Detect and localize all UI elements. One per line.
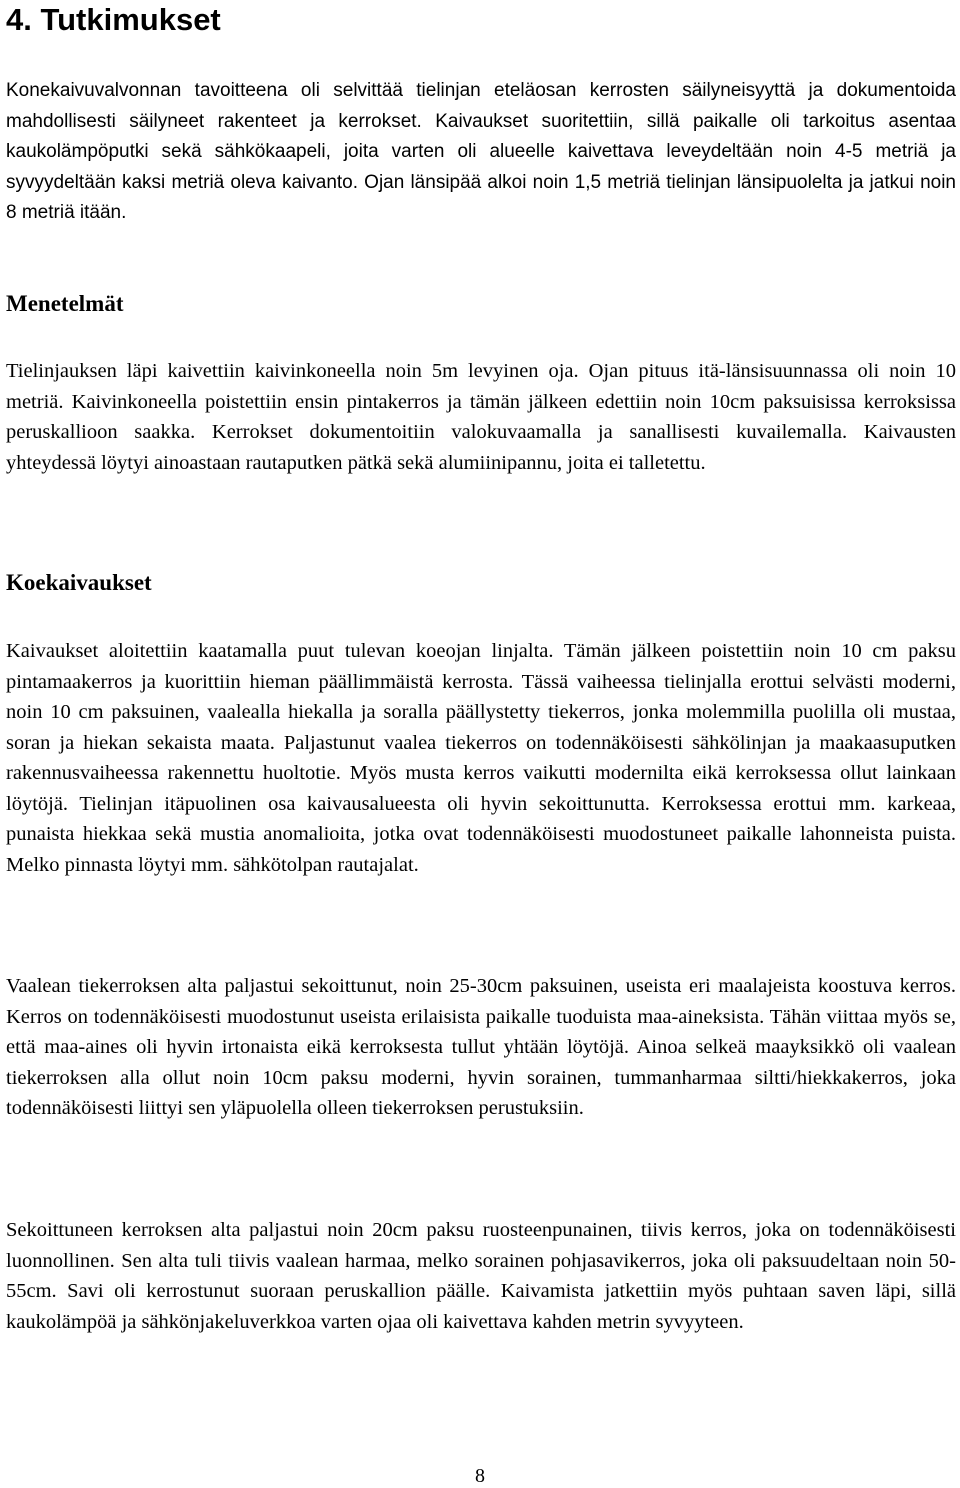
menetelmat-paragraph: Tielinjauksen läpi kaivettiin kaivinkoneella noin 5m levyinen oja. Ojan pituus itä-länsisuunnassa oli noin 10 metriä. Kaivinkoneella poistettiin ensin pintakerros ja tämän jälkeen edettiin noin 10cm paksuisissa kerroksissa peruskallioon saakka. Kerrokset dokumentoitiin valokuvaamalla ja sanallisesti kuvailemalla. Kaivausten yhteydessä löytyi ainoastaan rautaputken pätkä sekä alumiinipannu, joita ei talletettu. (6, 360, 956, 474)
koekaivaukset-paragraph-2: Vaalean tiekerroksen alta paljastui sekoittunut, noin 25-30cm paksuinen, useista eri maalajeista koostuva kerros. Kerros on todennäköisesti muodostunut useista erilaisista paikalle tuoduista maa-aineksista. Tähän viittaa myös se, että maa-aines oli hyvin irtonaista eikä kerroksesta tullut yhtään löytöjä. Ainoa selkeä maayksikkö oli vaalean tiekerroksen alla ollut noin 10cm paksu moderni, hyvin sorainen, tummanharmaa siltti/hiekkakerros, joka todennäköisesti liittyi sen yläpuolella olleen tiekerroksen perustuksiin. (6, 975, 956, 1119)
section-title-koekaivaukset: Koekaivaukset (6, 570, 152, 595)
intro-paragraph: Konekaivuvalvonnan tavoitteena oli selvittää tielinjan eteläosan kerrosten säilyneisyyttä ja dokumentoida mahdollisesti säilyneet rakenteet ja kerrokset. Kaivaukset suoritettiin, sillä paikalle oli tarkoitus asentaa kaukolämpöputki sekä sähkökaapeli, joita varten oli alueelle kaivettava leveydeltään noin 4-5 metriä ja syvyydeltään kaksi metriä oleva kaivanto. Ojan länsipää alkoi noin 1,5 metriä tielinjan länsipuolelta ja jatkui noin 8 metriä itään. (6, 80, 956, 223)
page-number: 8 (475, 1465, 485, 1487)
section-title-menetelmat: Menetelmät (6, 291, 124, 316)
page-heading: 4. Tutkimukset (6, 2, 221, 37)
koekaivaukset-paragraph-3: Sekoittuneen kerroksen alta paljastui noin 20cm paksu ruosteenpunainen, tiivis kerros, joka on todennäköisesti luonnollinen. Sen alta tuli tiivis vaalean harmaa, melko sorainen pohjasavikerros, joka oli paksuudeltaan noin 50-55cm. Savi oli kerrostunut suoraan peruskallion päälle. Kaivamista jatkettiin myös puhtaan saven läpi, sillä kaukolämpöä ja sähkönjakeluverkkoa varten ojaa oli kaivettava kahden metrin syvyyteen. (6, 1219, 956, 1333)
koekaivaukset-paragraph-1: Kaivaukset aloitettiin kaatamalla puut tulevan koeojan linjalta. Tämän jälkeen poistettiin noin 10 cm paksu pintamaakerros ja kuorittiin hieman päällimmäistä kerrosta. Tässä vaiheessa tielinjalla erottui selvästi moderni, noin 10 cm paksuinen, vaalealla hiekalla ja soralla päällystetty tiekerros, jonka molemmilla puolilla oli mustaa, soran ja hiekan sekaista maata. Paljastunut vaalea tiekerros on todennäköisesti sähkölinjan ja maakaasuputken rakennusvaiheessa rakennettu huoltotie. Myös musta kerros vaikutti modernilta eikä kerroksessa ollut lainkaan löytöjä. Tielinjan itäpuolinen osa kaivausalueesta oli hyvin sekoittunutta. Kerroksessa erottui mm. karkeaa, punaista hiekkaa sekä mustia anomalioita, jotka ovat todennäköisesti muodostuneet paikalle lahonneista puista. Melko pinnasta löytyi mm. sähkötolpan rautajalat. (6, 640, 956, 876)
